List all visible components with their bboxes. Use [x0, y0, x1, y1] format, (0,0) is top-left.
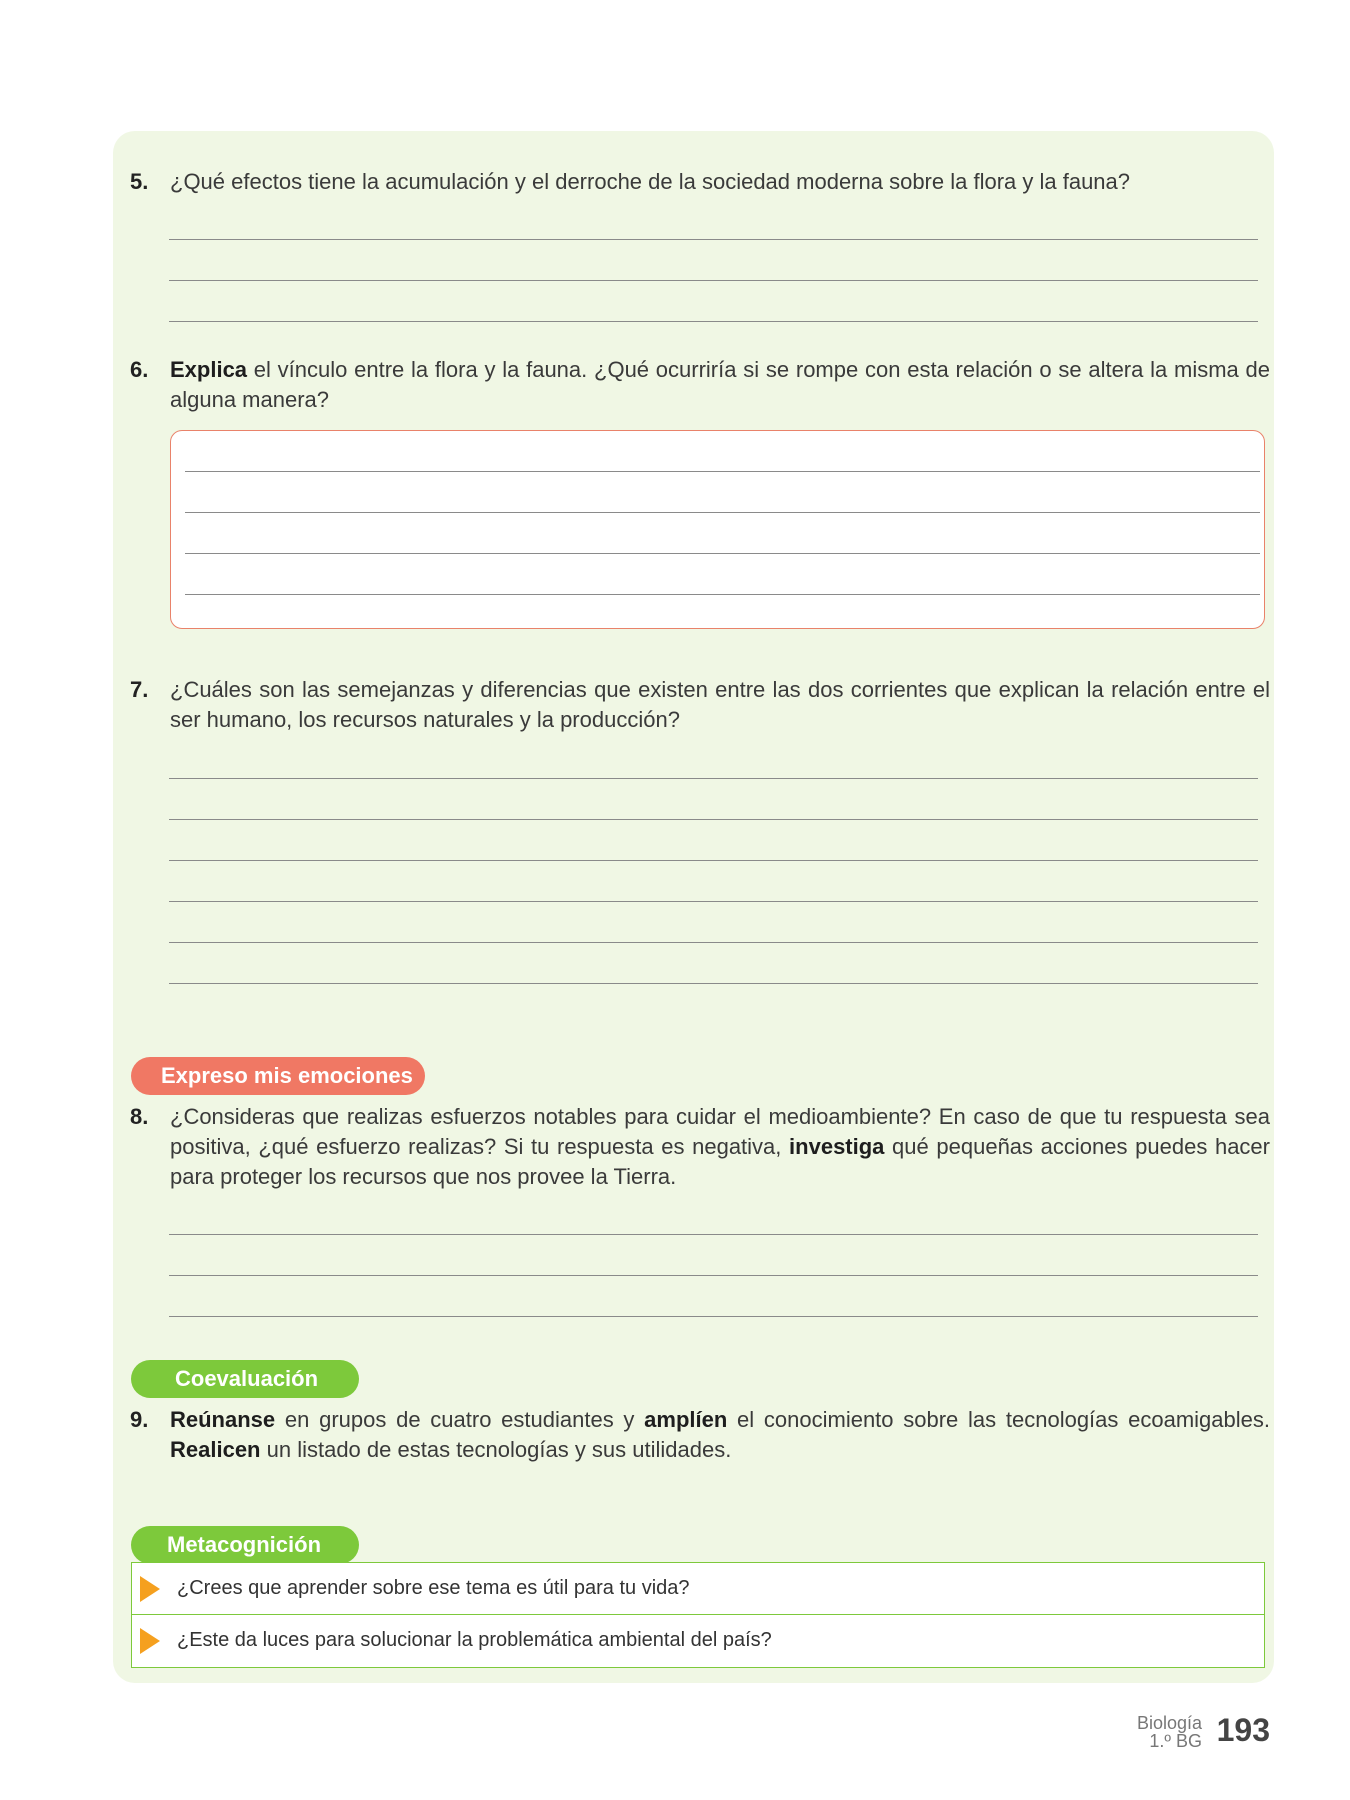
- metacognition-question: ¿Este da luces para solucionar la problemática ambiental del país?: [177, 1629, 772, 1651]
- play-arrow-icon: [140, 1628, 160, 1654]
- emphasis-text: Reúnanse: [170, 1407, 276, 1432]
- emphasis-text: Explica: [170, 357, 248, 382]
- emotions-section-label: Expreso mis emociones: [131, 1057, 425, 1095]
- question-text-run: ¿Consideras que realizas esfuerzos notables para cuidar el medioambiente? En caso de que tu respuesta sea positiva, ¿qué esfuerzo realizas? Si tu respuesta es negativa,: [170, 1104, 1270, 1159]
- answer-lines-5[interactable]: [169, 199, 1258, 322]
- question-text: [170, 1405, 1270, 1465]
- question-text: [170, 167, 1270, 197]
- question-5: [130, 167, 1270, 197]
- question-text-run: el conocimiento sobre las tecnologías ecoamigables.: [727, 1407, 1270, 1432]
- question-9: [130, 1405, 1270, 1465]
- answer-line[interactable]: [169, 820, 1258, 861]
- coevaluation-section-label: Coevaluación: [131, 1360, 359, 1398]
- question-text-run: un listado de estas tecnologías y sus utilidades.: [260, 1437, 732, 1462]
- answer-line[interactable]: [185, 431, 1260, 472]
- answer-lines-8[interactable]: [169, 1194, 1258, 1317]
- question-text-run: ¿Qué efectos tiene la acumulación y el derroche de la sociedad moderna sobre la flora y la fauna?: [170, 169, 1131, 194]
- question-text-run: en grupos de cuatro estudiantes y: [275, 1407, 645, 1432]
- answer-line[interactable]: [185, 513, 1260, 554]
- metacognition-section-label: Metacognición: [131, 1526, 359, 1564]
- page-number: 193: [1216, 1712, 1270, 1748]
- metacognition-question: ¿Crees que aprender sobre ese tema es útil para tu vida?: [177, 1577, 690, 1599]
- answer-line[interactable]: [169, 240, 1258, 281]
- question-text: [170, 675, 1270, 735]
- metacognition-table: [131, 1562, 1265, 1668]
- answer-line[interactable]: [185, 554, 1260, 595]
- metacognition-item: [132, 1563, 1264, 1614]
- play-arrow-icon: [140, 1576, 160, 1602]
- answer-line[interactable]: [169, 738, 1258, 779]
- question-number: 5.: [130, 169, 149, 194]
- answer-line[interactable]: [169, 281, 1258, 322]
- footer-subject-block: [1137, 1714, 1202, 1750]
- emphasis-text: investiga: [789, 1134, 885, 1159]
- question-number: 7.: [130, 677, 149, 702]
- question-6: [130, 355, 1270, 415]
- question-text-run: ¿Cuáles son las semejanzas y diferencias que existen entre las dos corrientes que explican la relación entre el ser humano, los recursos naturales y la producción?: [170, 677, 1270, 732]
- answer-line[interactable]: [169, 1235, 1258, 1276]
- question-text-run: el vínculo entre la flora y la fauna. ¿Qué ocurriría si se rompe con esta relación o se altera la misma de alguna manera?: [170, 357, 1270, 412]
- answer-box-6[interactable]: [170, 430, 1265, 629]
- answer-line[interactable]: [169, 902, 1258, 943]
- answer-line[interactable]: [169, 861, 1258, 902]
- footer-subject: Biología: [1136, 1713, 1202, 1733]
- answer-line[interactable]: [169, 943, 1258, 984]
- metacognition-item: [132, 1614, 1264, 1665]
- question-8: [130, 1102, 1270, 1192]
- answer-line[interactable]: [169, 779, 1258, 820]
- question-text-run: qué pequeñas acciones puedes hacer para proteger los recursos que nos provee la Tierra.: [170, 1134, 1270, 1189]
- question-number: 9.: [130, 1407, 149, 1432]
- answer-lines-7[interactable]: [169, 738, 1258, 984]
- answer-line[interactable]: [169, 1276, 1258, 1317]
- answer-line[interactable]: [169, 1194, 1258, 1235]
- answer-line[interactable]: [185, 472, 1260, 513]
- emphasis-text: amplíen: [644, 1407, 728, 1432]
- question-text: [170, 1102, 1270, 1192]
- emphasis-text: Realicen: [170, 1437, 261, 1462]
- question-number: 6.: [130, 357, 149, 382]
- answer-line[interactable]: [169, 199, 1258, 240]
- question-text: [170, 355, 1270, 415]
- footer-grade: 1.º BG: [1149, 1731, 1202, 1751]
- question-7: [130, 675, 1270, 735]
- question-number: 8.: [130, 1104, 149, 1129]
